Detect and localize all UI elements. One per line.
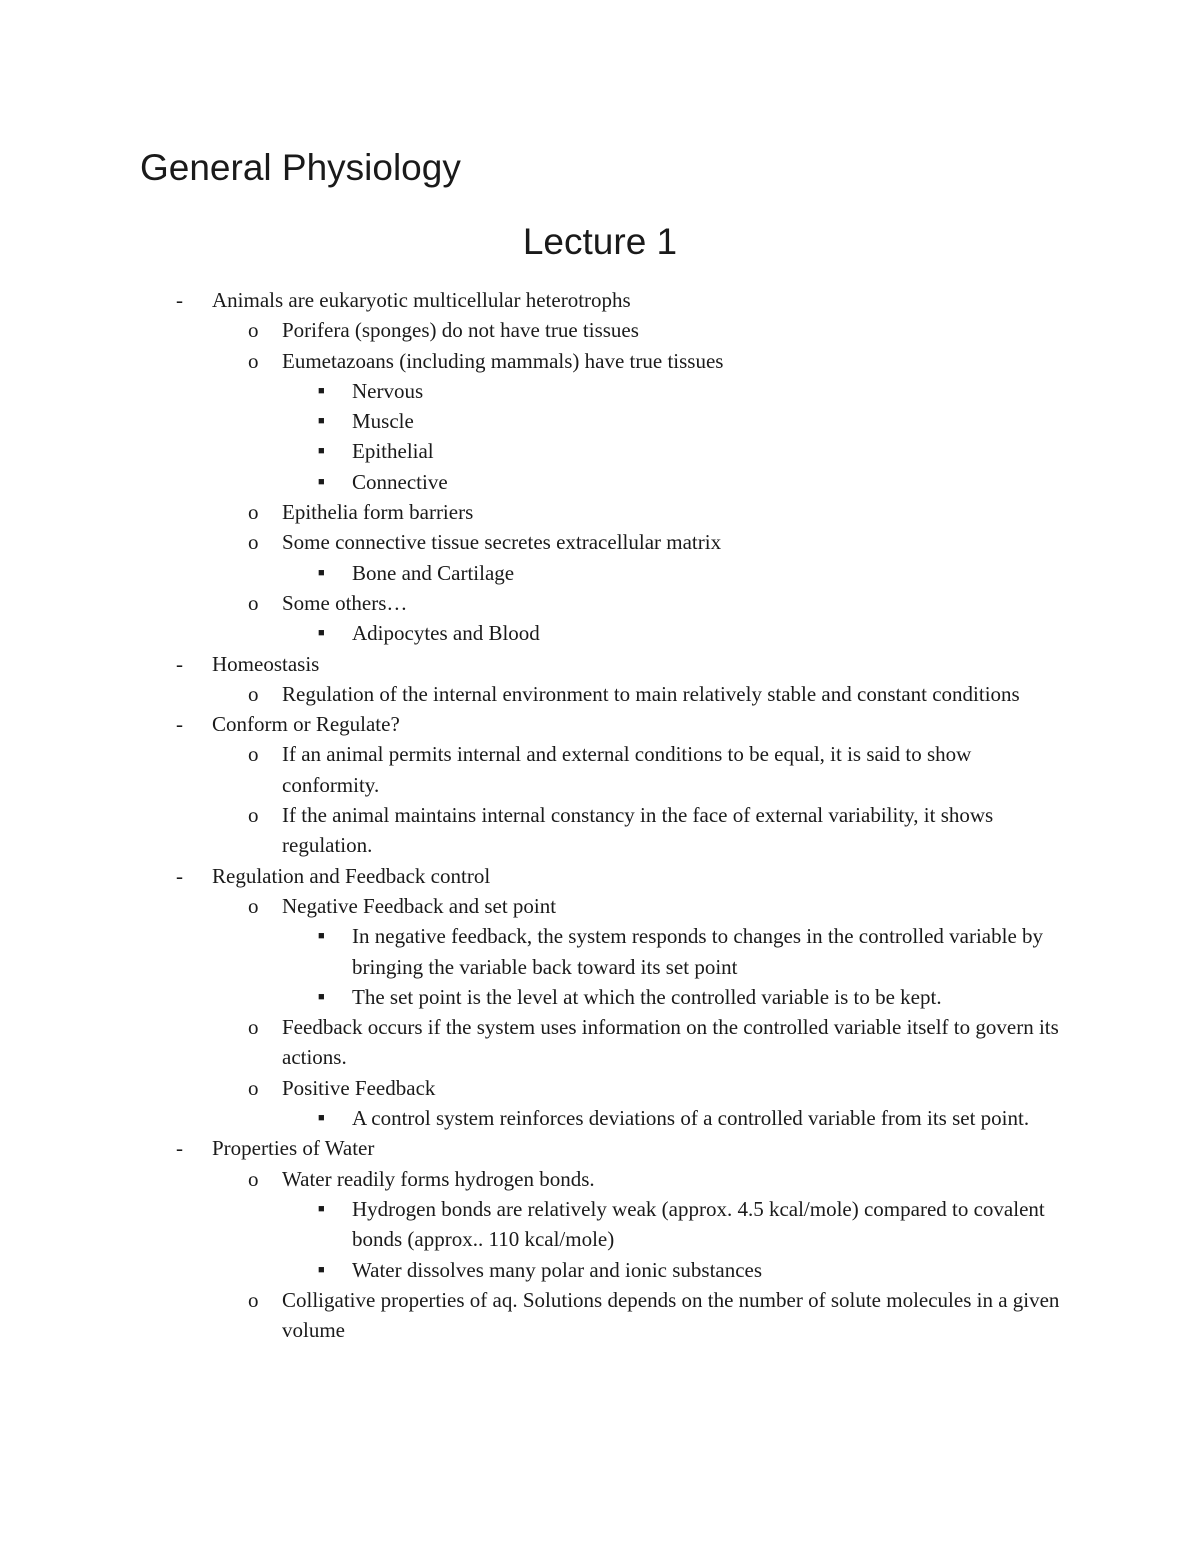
outline-text: Muscle bbox=[352, 409, 414, 434]
outline-text: Bone and Cartilage bbox=[352, 560, 515, 585]
outline-text: If the animal maintains internal constancy in the face of external variability, it shows regulation. bbox=[282, 803, 994, 858]
bullet-marker-level1: - bbox=[176, 1136, 183, 1161]
outline-item-level2 bbox=[0, 1285, 1072, 1346]
outline-item-level3 bbox=[0, 618, 1072, 648]
outline-text: Negative Feedback and set point bbox=[282, 893, 557, 918]
outline-text: Feedback occurs if the system uses information on the controlled variable itself to govern its actions. bbox=[282, 1015, 1059, 1070]
outline-text: Properties of Water bbox=[212, 1136, 375, 1161]
outline-item-level2 bbox=[0, 1073, 1072, 1103]
outline-item-level2 bbox=[0, 1012, 1072, 1073]
bullet-marker-level2: o bbox=[248, 1015, 259, 1040]
outline-text: Regulation and Feedback control bbox=[212, 863, 491, 888]
outline-item-level1 bbox=[0, 861, 1072, 891]
outline-item-level1 bbox=[0, 285, 1072, 315]
outline-item-level3 bbox=[0, 467, 1072, 497]
outline-item-level3 bbox=[0, 1103, 1072, 1133]
outline-text: Water dissolves many polar and ionic substances bbox=[352, 1257, 763, 1282]
bullet-marker-level3: ■ bbox=[318, 415, 325, 428]
outline-item-level3 bbox=[0, 406, 1072, 436]
bullet-marker-level3: ■ bbox=[318, 1112, 325, 1125]
bullet-marker-level2: o bbox=[248, 348, 259, 373]
outline-text: Nervous bbox=[352, 378, 424, 403]
bullet-marker-level1: - bbox=[176, 651, 183, 676]
outline-item-level2 bbox=[0, 679, 1072, 709]
bullet-marker-level2: o bbox=[248, 893, 259, 918]
outline-text: Conform or Regulate? bbox=[212, 712, 400, 737]
outline-text: Porifera (sponges) do not have true tissues bbox=[282, 318, 639, 343]
outline-text: Animals are eukaryotic multicellular heterotrophs bbox=[212, 288, 631, 312]
outline-item-level3 bbox=[0, 558, 1072, 588]
bullet-marker-level3: ■ bbox=[318, 445, 325, 458]
outline-item-level2 bbox=[0, 739, 1072, 800]
outline-text: The set point is the level at which the controlled variable is to be kept. bbox=[352, 984, 942, 1009]
outline-item-level3 bbox=[0, 1194, 1072, 1255]
lecture-heading: Lecture 1 bbox=[522, 221, 678, 262]
outline-item-level3 bbox=[0, 921, 1072, 982]
bullet-marker-level2: o bbox=[248, 530, 259, 555]
lecture-outline bbox=[0, 285, 1200, 1345]
bullet-marker-level2: o bbox=[248, 318, 259, 343]
outline-text: Adipocytes and Blood bbox=[352, 621, 540, 646]
bullet-marker-level2: o bbox=[248, 742, 259, 767]
outline-item-level1 bbox=[0, 649, 1072, 679]
bullet-marker-level3: ■ bbox=[318, 930, 325, 943]
bullet-marker-level3: ■ bbox=[318, 627, 325, 640]
bullet-marker-level1: - bbox=[176, 712, 183, 737]
bullet-marker-level3: ■ bbox=[318, 475, 325, 488]
outline-text: Eumetazoans (including mammals) have true tissues bbox=[282, 348, 724, 373]
outline-text: Regulation of the internal environment to main relatively stable and constant conditions bbox=[282, 681, 1020, 706]
outline-text: Colligative properties of aq. Solutions depends on the number of solute molecules in a given volume bbox=[282, 1287, 1060, 1343]
outline-text: Positive Feedback bbox=[282, 1075, 436, 1100]
bullet-marker-level2: o bbox=[248, 681, 259, 706]
outline-item-level2 bbox=[0, 527, 1072, 557]
outline-text: Homeostasis bbox=[212, 651, 320, 676]
bullet-marker-level3: ■ bbox=[318, 990, 325, 1003]
outline-item-level2 bbox=[0, 588, 1072, 618]
bullet-marker-level2: o bbox=[248, 590, 259, 615]
outline-item-level2 bbox=[0, 497, 1072, 527]
bullet-marker-level2: o bbox=[248, 1075, 259, 1100]
bullet-marker-level3: ■ bbox=[318, 384, 325, 397]
outline-text: Connective bbox=[352, 469, 448, 494]
outline-item-level2 bbox=[0, 346, 1072, 376]
document-title: General Physiology bbox=[140, 147, 461, 188]
bullet-marker-level2: o bbox=[248, 803, 259, 828]
outline-item-level3 bbox=[0, 982, 1072, 1012]
bullet-marker-level3: ■ bbox=[318, 1202, 325, 1215]
outline-text: Some connective tissue secretes extracellular matrix bbox=[282, 530, 722, 555]
outline-item-level3 bbox=[0, 1255, 1072, 1285]
bullet-marker-level1: - bbox=[176, 288, 183, 312]
outline-item-level1 bbox=[0, 709, 1072, 739]
outline-item-level2 bbox=[0, 315, 1072, 345]
outline-item-level2 bbox=[0, 891, 1072, 921]
bullet-marker-level2: o bbox=[248, 1166, 259, 1191]
outline-text: Hydrogen bonds are relatively weak (approx. 4.5 kcal/mole) compared to covalent bonds (approx.. 110 kcal/mole) bbox=[352, 1196, 1045, 1252]
outline-text: Some others… bbox=[282, 590, 408, 615]
outline-text: In negative feedback, the system responds to changes in the controlled variable by bringing the variable back toward its set point bbox=[352, 924, 1044, 979]
outline-text: Epithelia form barriers bbox=[282, 500, 474, 525]
outline-text: Water readily forms hydrogen bonds. bbox=[282, 1166, 595, 1191]
outline-item-level1 bbox=[0, 1133, 1072, 1163]
outline-text: If an animal permits internal and external conditions to be equal, it is said to show conformity. bbox=[282, 742, 972, 797]
outline-item-level2 bbox=[0, 800, 1072, 861]
outline-text: A control system reinforces deviations of a controlled variable from its set point. bbox=[352, 1106, 1030, 1131]
bullet-marker-level2: o bbox=[248, 500, 259, 525]
outline-item-level2 bbox=[0, 1164, 1072, 1194]
outline-item-level3 bbox=[0, 376, 1072, 406]
outline-item-level3 bbox=[0, 436, 1072, 466]
bullet-marker-level3: ■ bbox=[318, 566, 325, 579]
bullet-marker-level1: - bbox=[176, 863, 183, 888]
outline-text: Epithelial bbox=[352, 439, 434, 464]
bullet-marker-level2: o bbox=[248, 1287, 259, 1312]
bullet-marker-level3: ■ bbox=[318, 1263, 325, 1276]
